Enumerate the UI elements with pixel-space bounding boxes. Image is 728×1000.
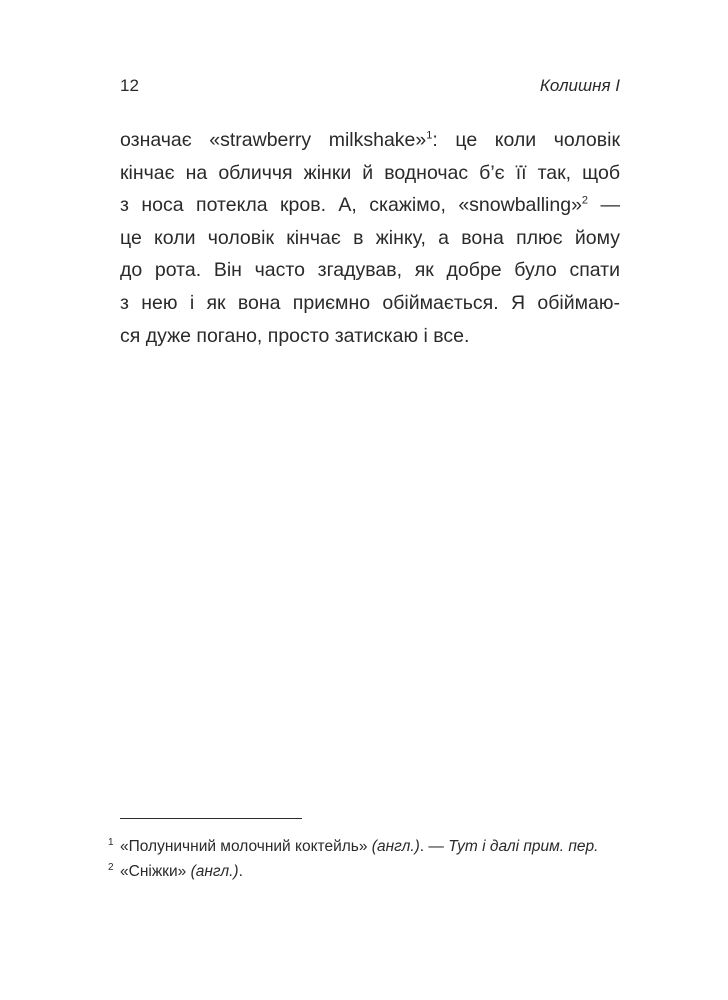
text-line: означає «strawberry milkshake»$^1$: це коли чоловік xyxy=(120,129,620,151)
text-line: це коли чоловік кінчає в жінку, а вона плює йому xyxy=(120,226,620,249)
footnote-ref-2: 2 xyxy=(581,194,589,207)
footnote-divider xyxy=(120,818,302,819)
text-line: ся дуже погано, просто затискаю і все. xyxy=(120,324,470,347)
footnote-ref-1: 1 xyxy=(426,129,433,142)
text-line: кінчає на обличчя жінки й водночас б’є її так, щоб xyxy=(120,161,620,184)
running-head xyxy=(120,76,620,100)
body-text xyxy=(120,124,620,352)
footnote-1: 1 «Полуничний молочний коктейль» (англ.). — Тут і далі прим. пер. xyxy=(108,836,599,855)
text-line: з носа потекла кров. А, скажімо, «snowballing»$^2$ — xyxy=(120,194,620,217)
text-line: до рота. Він часто згадував, як добре було спати xyxy=(120,259,620,282)
running-title: Колишня І xyxy=(539,76,620,95)
text-line: з нею і як вона приємно обіймається. Я обіймаю- xyxy=(120,291,620,314)
footnotes xyxy=(108,834,628,884)
footnote-2: 2 «Сніжки» (англ.). xyxy=(108,861,243,880)
page-number: 12 xyxy=(120,76,139,95)
